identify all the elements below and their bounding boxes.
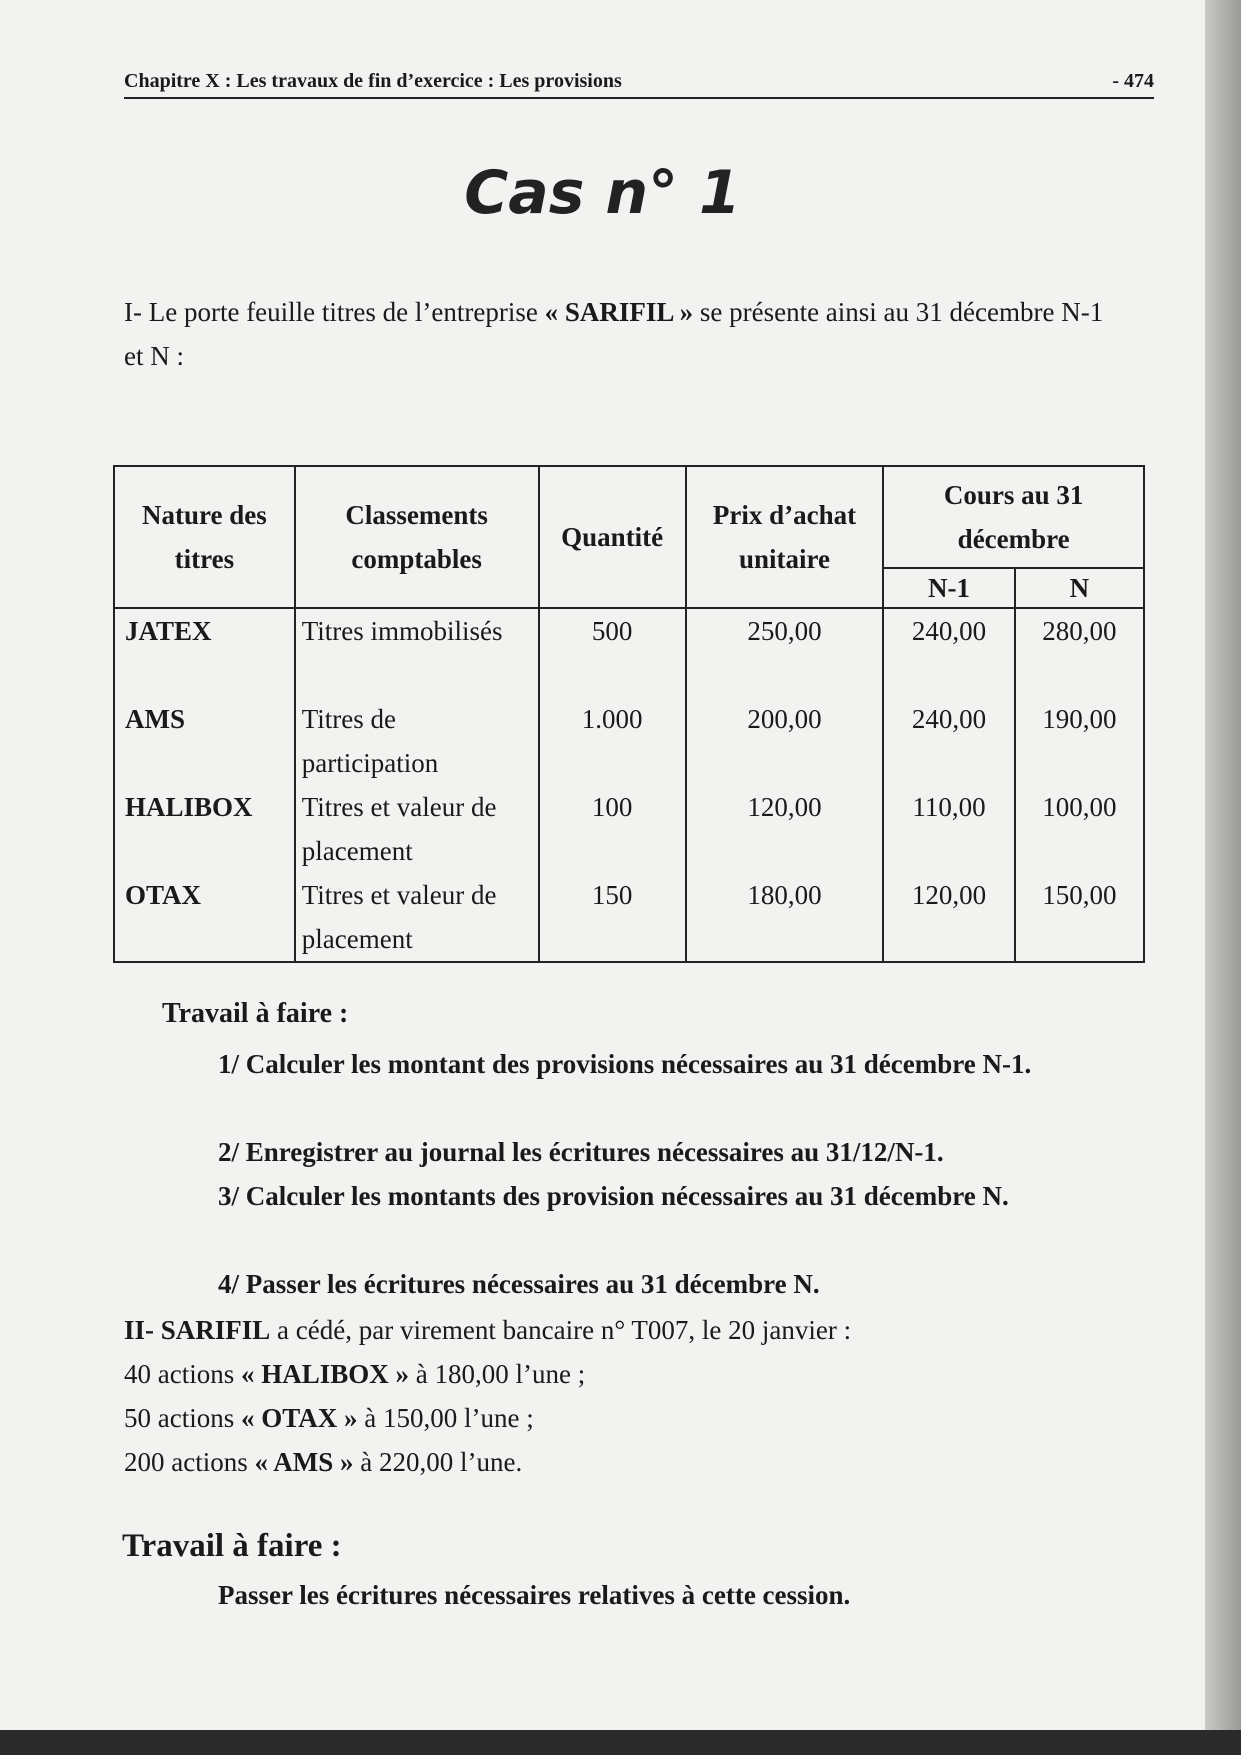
cession-price: à 220,00 l’une. (360, 1447, 523, 1477)
company-name: « SARIFIL » (544, 297, 694, 327)
cession-title: « HALIBOX » (240, 1359, 410, 1389)
header-quantite: Quantité (539, 466, 686, 608)
table-row (114, 785, 1144, 873)
cell-nature: JATEX (114, 608, 295, 697)
cession-line (124, 1396, 1124, 1440)
cell-classement: Titres et valeur de placement (295, 873, 539, 962)
cession-price: à 150,00 l’une ; (364, 1403, 534, 1433)
cell-n: 150,00 (1015, 873, 1144, 962)
task-item: 2/ Enregistrer au journal les écritures nécessaires au 31/12/N-1. (218, 1137, 944, 1167)
table-row (114, 608, 1144, 697)
cell-n1: 240,00 (883, 697, 1014, 785)
header-nature: Nature des titres (114, 466, 295, 608)
cell-quantite: 500 (539, 608, 686, 697)
cession-qty: 40 actions (124, 1359, 235, 1389)
cell-quantite: 1.000 (539, 697, 686, 785)
cession-line (124, 1440, 1124, 1484)
cell-nature: AMS (114, 697, 295, 785)
cell-prix: 250,00 (686, 608, 884, 697)
cell-n1: 120,00 (883, 873, 1014, 962)
task-item: 3/ Calculer les montants des provision nécessaires au 31 décembre N. (218, 1181, 1009, 1211)
cell-classement: Titres et valeur de placement (295, 785, 539, 873)
scan-bottom-edge (0, 1730, 1241, 1755)
cell-classement: Titres immobilisés (295, 608, 539, 697)
cell-nature: OTAX (114, 873, 295, 962)
part2-intro-text: a cédé, par virement bancaire n° T007, le 20 janvier : (277, 1315, 852, 1345)
part1-prefix: I- (124, 297, 142, 327)
part2-company: SARIFIL (160, 1315, 271, 1345)
cell-n: 280,00 (1015, 608, 1144, 697)
cell-prix: 200,00 (686, 697, 884, 785)
running-header (124, 70, 1154, 99)
cession-qty: 50 actions (124, 1403, 235, 1433)
case-title: Cas n° 1 (464, 158, 741, 228)
cession-price: à 180,00 l’une ; (415, 1359, 586, 1389)
task-item: 4/ Passer les écritures nécessaires au 31 décembre N. (218, 1269, 820, 1299)
header-classement: Classements comptables (295, 466, 539, 608)
cell-quantite: 150 (539, 873, 686, 962)
cell-n: 100,00 (1015, 785, 1144, 873)
part1-text-after: se présente ainsi au 31 décembre N-1 et N : (124, 297, 1104, 371)
cell-n1: 110,00 (883, 785, 1014, 873)
portfolio-table (113, 465, 1145, 963)
cell-classement: Titres de participation (295, 697, 539, 785)
travail-2-text: Passer les écritures nécessaires relatives à cette cession. (218, 1580, 851, 1610)
part2-intro (124, 1308, 1124, 1352)
page-edge-shadow (1205, 0, 1241, 1755)
travail-heading-1: Travail à faire : (162, 998, 349, 1029)
cell-n: 190,00 (1015, 697, 1144, 785)
header-n: N (1015, 568, 1144, 608)
cession-title: « OTAX » (240, 1403, 358, 1433)
cell-quantite: 100 (539, 785, 686, 873)
cell-prix: 120,00 (686, 785, 884, 873)
table-row (114, 697, 1144, 785)
part2-prefix: II- (124, 1315, 155, 1345)
part1-intro (124, 290, 1124, 378)
cession-line (124, 1352, 1124, 1396)
table-row (114, 873, 1144, 962)
cession-title: « AMS » (254, 1447, 354, 1477)
cell-n1: 240,00 (883, 608, 1014, 697)
part1-text-before: Le porte feuille titres de l’entreprise (148, 297, 538, 327)
travail-heading-2: Travail à faire : (122, 1528, 342, 1564)
header-cours: Cours au 31 décembre (883, 466, 1144, 568)
cession-qty: 200 actions (124, 1447, 248, 1477)
chapter-title: Chapitre X : Les travaux de fin d’exercice : Les provisions (124, 70, 622, 92)
cell-nature: HALIBOX (114, 785, 295, 873)
header-n1: N-1 (883, 568, 1014, 608)
header-prix: Prix d’achat unitaire (686, 466, 884, 608)
task-item: 1/ Calculer les montant des provisions nécessaires au 31 décembre N-1. (218, 1049, 1032, 1079)
page-number: - 474 (1112, 70, 1154, 92)
cell-prix: 180,00 (686, 873, 884, 962)
